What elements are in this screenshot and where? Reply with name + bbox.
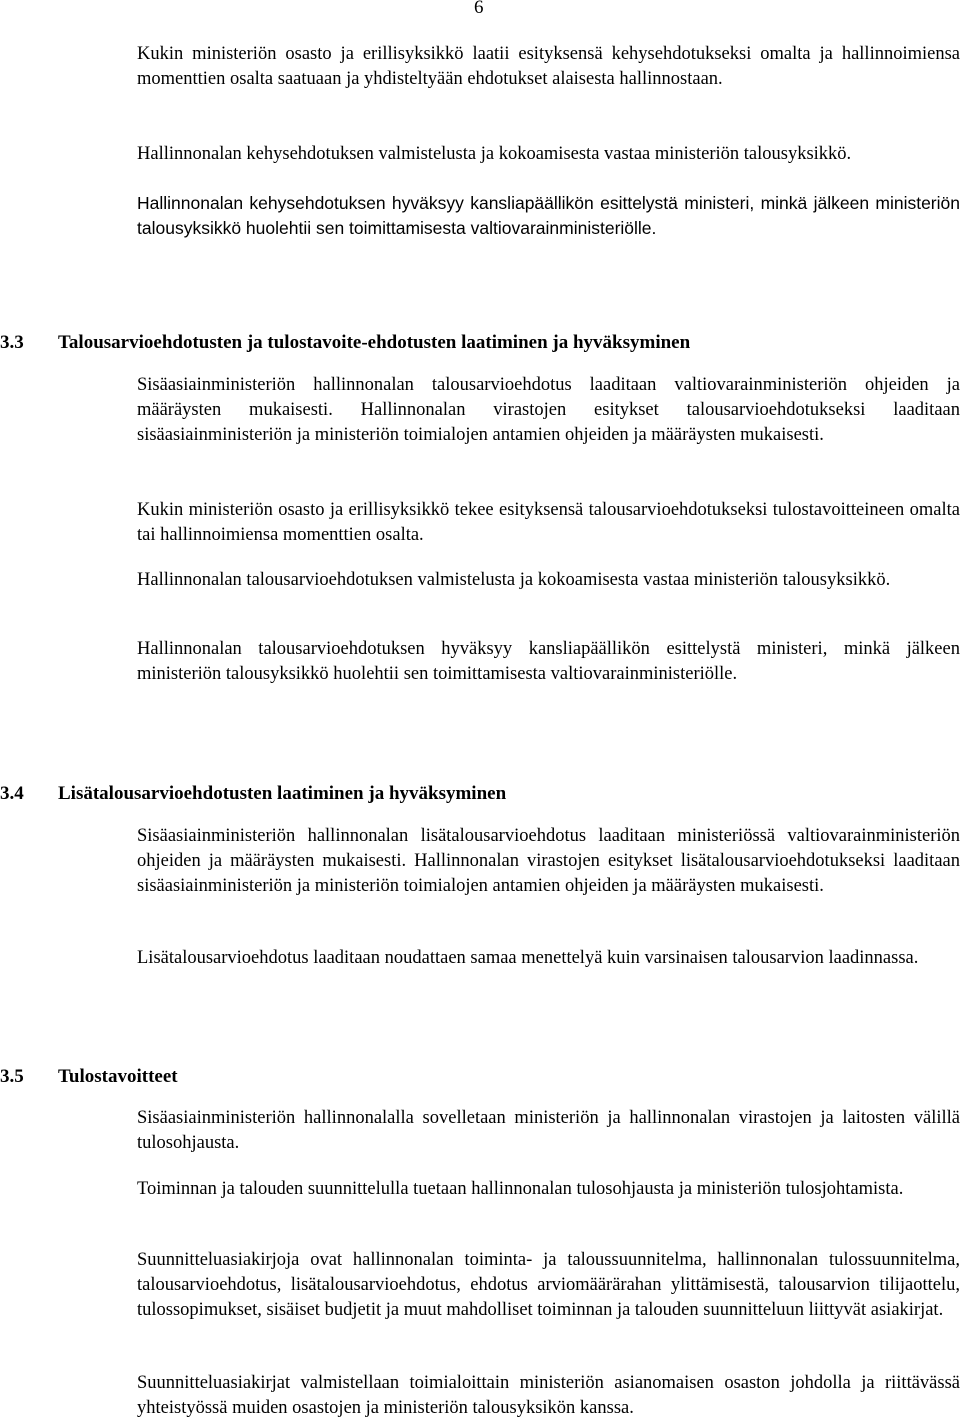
- section-3-4-paragraph-1: Sisäasiainministeriön hallinnonalan lisätalousarvioehdotus laaditaan ministeriössä valtiovarainministeriön ohjeiden ja määräysten mukaisesti. Hallinnonalan virastojen esitykset lisätalousarvioehdotukseksi laaditaan sisäasiainministeriön ja ministeriön toimialojen antamien ohjeiden ja määräysten mukaisesti.: [137, 826, 960, 896]
- section-number: 3.4: [0, 783, 24, 804]
- section-3-3-paragraph-4: Hallinnonalan talousarvioehdotuksen hyväksyy kansliapäällikön esittelystä ministeri, minkä jälkeen ministeriön talousyksikkö huolehtii sen toimittamisesta valtiovarainministeriölle.: [137, 639, 960, 684]
- section-3-4-paragraph-2: Lisätalousarvioehdotus laaditaan noudattaen samaa menettelyä kuin varsinaisen talousarvion laadinnassa.: [137, 948, 919, 968]
- page-number: 6: [474, 0, 484, 18]
- section-number: 3.3: [0, 332, 24, 353]
- section-title: Tulostavoitteet: [58, 1066, 178, 1087]
- section-title: Lisätalousarvioehdotusten laatiminen ja hyväksyminen: [58, 783, 507, 804]
- intro-paragraph-2: Hallinnonalan kehysehdotuksen valmistelusta ja kokoamisesta vastaa ministeriön talousyksikkö.: [137, 144, 852, 164]
- section-3-5-paragraph-4: Suunnitteluasiakirjat valmistellaan toimialoittain ministeriön asianomaisen osaston johdolla ja riittävässä yhteistyössä muiden osastojen ja ministeriön talousyksikön kanssa.: [137, 1373, 960, 1418]
- section-number: 3.5: [0, 1066, 24, 1087]
- intro-paragraph-3: Hallinnonalan kehysehdotuksen hyväksyy kansliapäällikön esittelystä ministeri, minkä jälkeen ministeriön talousyksikkö huolehtii sen toimittamisesta valtiovarainministeriölle.: [137, 193, 960, 238]
- section-3-5-paragraph-2: Toiminnan ja talouden suunnittelulla tuetaan hallinnonalan tulosohjausta ja ministeriön tulosjohtamista.: [137, 1179, 904, 1199]
- section-title: Talousarvioehdotusten ja tulostavoite-ehdotusten laatiminen ja hyväksyminen: [58, 332, 691, 353]
- section-3-5-heading: [0, 1064, 178, 1090]
- section-3-5-paragraph-1: Sisäasiainministeriön hallinnonalalla sovelletaan ministeriön ja hallinnonalan virastojen ja laitosten välillä tulosohjausta.: [137, 1108, 960, 1153]
- section-3-3-paragraph-2: Kukin ministeriön osasto ja erillisyksikkö tekee esityksensä talousarvioehdotukseksi tulostavoitteineen omalta tai hallinnoimiensa momenttien osalta.: [137, 500, 960, 545]
- intro-paragraph-1: Kukin ministeriön osasto ja erillisyksikkö laatii esityksensä kehysehdotukseksi omalta ja hallinnoimiensa momenttien osalta saatuaan ja yhdisteltyään ehdotukset alaisesta hallinnostaan.: [137, 44, 960, 89]
- section-3-5-paragraph-3: Suunnitteluasiakirjoja ovat hallinnonalan toiminta- ja taloussuunnitelma, hallinnonalan tulossuunnitelma, talousarvioehdotus, lisätalousarvioehdotus, ehdotus arviomäärärahan ylittämisestä, talousarvion tilijaottelu, tulossopimukset, sisäiset budjetit ja muut mahdolliset toiminnan ja talouden suunnitteluun liittyvät asiakirjat.: [137, 1250, 960, 1320]
- section-3-3-paragraph-1: Sisäasiainministeriön hallinnonalan talousarvioehdotus laaditaan valtiovarainministeriön ohjeiden ja määräysten mukaisesti. Hallinnonalan virastojen esitykset talousarvioehdotukseksi laaditaan sisäasiainministeriön ja ministeriön toimialojen antamien ohjeiden ja määräysten mukaisesti.: [137, 375, 960, 445]
- section-3-3-paragraph-3: Hallinnonalan talousarvioehdotuksen valmistelusta ja kokoamisesta vastaa ministeriön talousyksikkö.: [137, 570, 891, 590]
- section-3-4-heading: [0, 781, 506, 807]
- section-3-3-heading: [0, 330, 690, 356]
